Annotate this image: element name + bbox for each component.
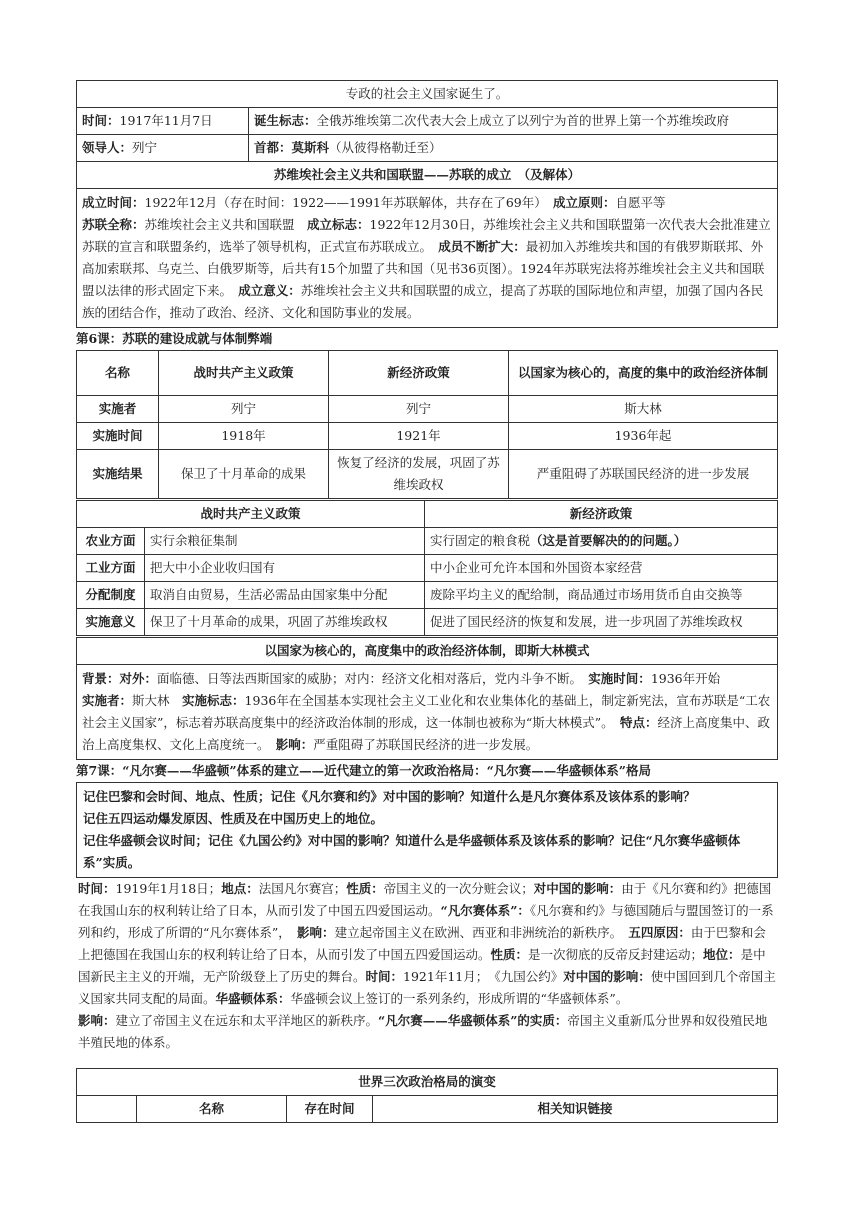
table-row: 分配制度 取消自由贸易，生活必需品由国家集中分配 废除平均主义的配给制，商品通过市场用货币自由交换等 (77, 582, 778, 609)
continuation-text: 专政的社会主义国家诞生了。 (77, 81, 778, 108)
compare-header-war-communism: 战时共产主义政策 (77, 501, 425, 528)
policy-header-nep: 新经济政策 (329, 351, 509, 396)
table-row: 实施者 列宁 列宁 斯大林 (77, 396, 778, 423)
pattern-header-time: 存在时间 (287, 1096, 373, 1123)
stalin-model-table (76, 637, 778, 760)
document-page (76, 80, 778, 1123)
table-row: 农业方面 实行余粮征集制 实行固定的粮食税（这是首要解决的的问题。） (77, 528, 778, 555)
pattern-title: 世界三次政治格局的演变 (77, 1069, 778, 1096)
policy-header-stalin: 以国家为核心的，高度的集中的政治经济体制 (509, 351, 778, 396)
leader-cell: 领导人：列宁 (77, 135, 249, 162)
lesson7-paragraph: 时间：1919年1月18日；地点：法国凡尔赛宫；性质：帝国主义的一次分赃会议；对中国的影响：由于《凡尔赛和约》把德国在我国山东的权利转让给了日本，从而引发了中国五四爱国运动。“凡尔赛体系”：《凡尔赛和约》与德国随后与盟国签订的一系列和约，形成了所谓的“凡尔赛体系”， 影响：建立起帝国主义在欧洲、西亚和非洲统治的新秩序。 五四原因：由于巴黎和会上把德国在我国山东的权利转让给了日本，从而引发了中国五四爱国运动。性质：是一次彻底的反帝反封建运动；地位：是中国新民主主义的开端，无产阶级登上了历史的舞台。时间：1921年11月； 《九国公约》对中国的影响：使中国回到几个帝国主义国家共同支配的局面。华盛顿体系：华盛顿会议上签订的一系列条约，形成所谓的“华盛顿体系”。 影响：建立了帝国主义在远东和太平洋地区的新秩序。“凡尔赛——华盛顿体系”的实质：帝国主义重新瓜分世界和奴役殖民地半殖民地的体系。 (78, 881, 776, 1050)
compare-header-nep: 新经济政策 (425, 501, 778, 528)
policy-header-name: 名称 (77, 351, 159, 396)
table-row: 工业方面 把大中小企业收归国有 中小企业可允许本国和外国资本家经营 (77, 555, 778, 582)
table-row: 实施结果 保卫了十月革命的成果 恢复了经济的发展，巩固了苏维埃政权 严重阻碍了苏联国民经济的进一步发展 (77, 450, 778, 499)
time-cell: 时间：1917年11月7日 (77, 108, 249, 135)
ussr-paragraph: 成立时间：1922年12月（存在时间：1922——1991年苏联解体，共存在了69年） 成立原则：自愿平等 苏联全称：苏维埃社会主义共和国联盟 成立标志：1922年12月30日，苏维埃社会主义共和国联盟第一次代表大会批准建立苏联的宣言和联盟条约，选举了领导机构，正式宣布苏联成立。 成员不断扩大：最初加入苏维埃共和国的有俄罗斯联邦、外高加索联邦、乌克兰、白俄罗斯等，后共有15个加盟了共和国（见书36页图）。1924年苏联宪法将苏维埃社会主义共和国联盟以法律的形式固定下来。 成立意义：苏维埃社会主义共和国联盟的成立，提高了苏联的国际地位和声望，加强了国内各民族的团结合作，推动了政治、经济、文化和国防事业的发展。 (77, 189, 778, 328)
october-revolution-table (76, 80, 778, 328)
goal-line: 记住五四运动爆发原因、性质及在中国历史上的地位。 (83, 811, 384, 826)
policy-compare-table (76, 500, 778, 636)
goal-line: 记住华盛顿会议时间；记住《九国公约》对中国的影响？知道什么是华盛顿体系及该体系的影响？记住“凡尔赛华盛顿体系”实质。 (83, 833, 741, 870)
ussr-title: 苏维埃社会主义共和国联盟——苏联的成立 （及解体） (77, 162, 778, 189)
study-goals-box (76, 782, 778, 878)
lesson7-title: 第7课：“凡尔赛——华盛顿”体系的建立——近代建立的第一次政治格局：“凡尔赛——华盛顿体系”格局 (76, 763, 651, 778)
table-row: 实施时间 1918年 1921年 1936年起 (77, 423, 778, 450)
stalin-title: 以国家为核心的，高度集中的政治经济体制，即斯大林模式 (77, 638, 778, 665)
table-row: 实施意义 保卫了十月革命的成果，巩固了苏维埃政权 促进了国民经济的恢复和发展，进一步巩固了苏维埃政权 (77, 609, 778, 636)
goal-line: 记住巴黎和会时间、地点、性质；记住《凡尔赛和约》对中国的影响？知道什么是凡尔赛体系及该体系的影响？ (83, 789, 696, 804)
lesson6-title: 第6课：苏联的建设成就与体制弊端 (76, 331, 273, 346)
stalin-paragraph: 背景：对外：面临德、日等法西斯国家的威胁；对内：经济文化相对落后，党内斗争不断。 实施时间：1936年开始 实施者：斯大林 实施标志：1936年在全国基本实现社会主义工业化和农业集体化的基础上，制定新宪法，宣布苏联是“工农社会主义国家”，标志着苏联高度集中的经济政治体制的形成，这一体制也被称为“斯大林模式”。 特点：经济上高度集中、政治上高度集权、文化上高度统一。 影响：严重阻碍了苏联国民经济的进一步发展。 (77, 665, 778, 760)
capital-cell: 首都：莫斯科（从彼得格勒迁至） (249, 135, 778, 162)
birth-sign-cell: 诞生标志：全俄苏维埃第二次代表大会上成立了以列宁为首的世界上第一个苏维埃政府 (249, 108, 778, 135)
political-pattern-table (76, 1068, 778, 1123)
policy-table (76, 350, 778, 499)
pattern-header-name: 名称 (137, 1096, 287, 1123)
policy-header-war-communism: 战时共产主义政策 (159, 351, 329, 396)
pattern-header-links: 相关知识链接 (373, 1096, 778, 1123)
